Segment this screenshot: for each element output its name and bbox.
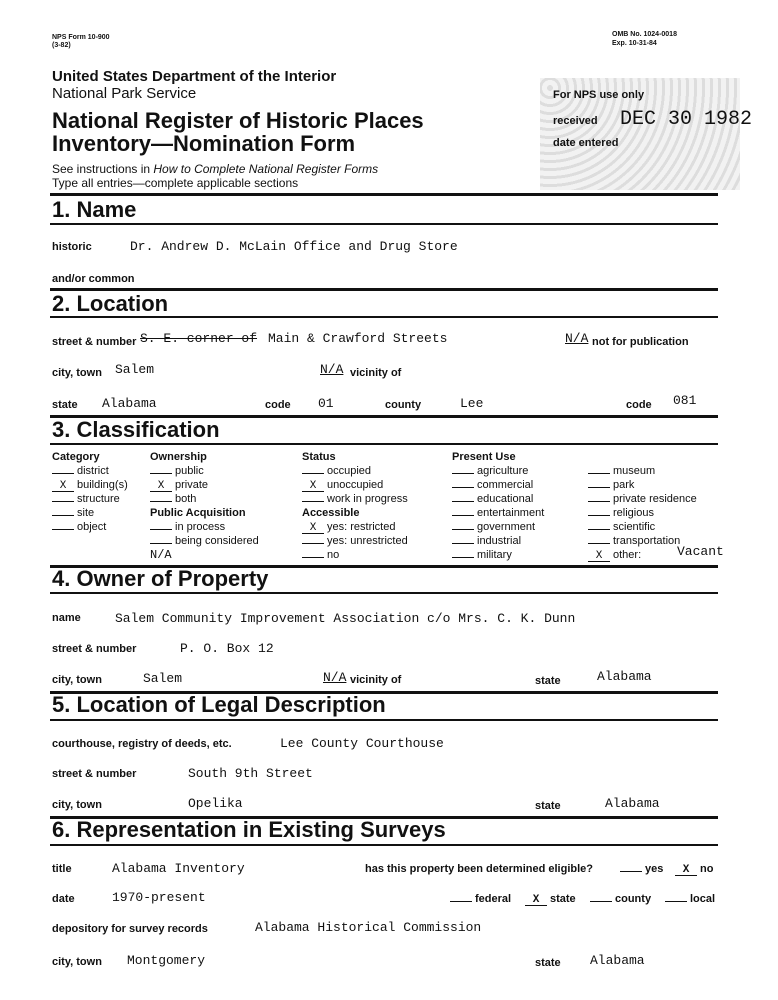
legal-street-value[interactable]: South 9th Street — [188, 766, 313, 781]
level-county[interactable]: county — [590, 893, 651, 905]
checkbox-blank[interactable]: X — [150, 481, 172, 492]
option-label: public — [175, 465, 204, 477]
checkbox-blank[interactable] — [302, 543, 324, 544]
checkbox-option[interactable] — [452, 506, 544, 520]
state-label: state — [52, 399, 78, 411]
vicinity-label: vicinity of — [350, 367, 402, 379]
option-label: industrial — [477, 535, 522, 547]
checkbox-option[interactable] — [452, 548, 544, 562]
level-state[interactable]: X state — [525, 893, 576, 906]
checkbox-option[interactable] — [52, 520, 128, 534]
legal-city-label: city, town — [52, 799, 102, 811]
option-label: transportation — [613, 535, 681, 547]
checkbox-blank[interactable]: X — [52, 481, 74, 492]
nps-title: For NPS use only — [553, 89, 645, 101]
category-column — [52, 450, 128, 534]
checkbox-blank[interactable]: X — [302, 523, 324, 534]
option-label: private residence — [613, 493, 697, 505]
instructions: See instructions in How to Complete National Register Forms — [52, 162, 379, 176]
checkbox-blank[interactable] — [452, 529, 474, 530]
county-value[interactable]: Lee — [460, 396, 484, 411]
ownership-column — [150, 450, 259, 562]
owner-state-label: state — [535, 675, 561, 687]
form-title-1: National Register of Historic Places — [52, 108, 424, 133]
checkbox-blank[interactable] — [150, 473, 172, 474]
option-label: military — [477, 549, 512, 561]
county-code-value[interactable]: 081 — [673, 393, 697, 408]
legal-state-label: state — [535, 800, 561, 812]
checkbox-option[interactable] — [52, 478, 128, 492]
option-label: park — [613, 479, 635, 491]
courthouse-label: courthouse, registry of deeds, etc. — [52, 738, 232, 750]
department: United States Department of the Interior — [52, 68, 337, 85]
owner-vicinity-label: vicinity of — [350, 674, 402, 686]
owner-city-value[interactable]: Salem — [143, 671, 183, 686]
service: National Park Service — [52, 85, 197, 102]
survey-date-value[interactable]: 1970-present — [112, 890, 206, 905]
checkbox-option[interactable] — [302, 534, 408, 548]
section-3-heading: 3. Classification — [52, 417, 220, 442]
checkbox-blank[interactable] — [588, 473, 610, 474]
street-na: N/A — [565, 331, 589, 346]
checkbox-blank[interactable] — [52, 529, 74, 530]
divider — [50, 719, 718, 721]
checkbox-blank[interactable] — [52, 501, 74, 502]
checkbox-option[interactable] — [452, 492, 544, 506]
level-federal[interactable]: federal — [450, 893, 511, 905]
checkbox-option[interactable] — [150, 478, 259, 492]
divider — [50, 316, 718, 318]
checkbox-option[interactable] — [452, 534, 544, 548]
option-label: educational — [477, 493, 534, 505]
group-title: Ownership — [150, 451, 207, 463]
option-label: agriculture — [477, 465, 529, 477]
other-use-value[interactable]: Vacant — [677, 544, 724, 559]
checkbox-blank[interactable] — [452, 515, 474, 516]
divider — [50, 443, 718, 445]
city-value[interactable]: Salem — [115, 362, 155, 377]
checkbox-option[interactable] — [150, 534, 259, 548]
checkbox-option[interactable] — [588, 478, 697, 492]
divider — [50, 223, 718, 225]
checkbox-blank[interactable] — [52, 515, 74, 516]
option-label: commercial — [477, 479, 534, 491]
checkbox-blank[interactable] — [588, 529, 610, 530]
checkbox-option[interactable] — [452, 464, 544, 478]
checkbox-blank[interactable] — [452, 501, 474, 502]
checkbox-blank[interactable] — [150, 501, 172, 502]
option-label: structure — [77, 493, 120, 505]
checkbox-option[interactable] — [588, 520, 697, 534]
checkbox-option[interactable] — [150, 464, 259, 478]
owner-city-label: city, town — [52, 674, 102, 686]
option-label: scientific — [613, 521, 656, 533]
checkbox-blank[interactable] — [588, 515, 610, 516]
option-label: district — [77, 465, 109, 477]
checkbox-option[interactable] — [52, 506, 128, 520]
section-1-heading: 1. Name — [52, 197, 137, 222]
received-stamp: DEC 30 1982 — [620, 108, 753, 131]
checkbox-blank[interactable]: X — [302, 481, 324, 492]
survey-city-value[interactable]: Montgomery — [127, 953, 206, 968]
eligible-yes[interactable]: yes — [620, 863, 663, 875]
checkbox-blank[interactable] — [588, 487, 610, 488]
acquisition-note: N/A — [150, 548, 172, 562]
checkbox-blank[interactable] — [452, 543, 474, 544]
expiration: Exp. 10-31-84 — [612, 40, 657, 47]
checkbox-option[interactable] — [588, 492, 697, 506]
option-label: no — [327, 549, 340, 561]
checkbox-blank[interactable]: X — [588, 551, 610, 562]
checkbox-blank[interactable] — [150, 543, 172, 544]
option-label: yes: unrestricted — [327, 535, 408, 547]
checkbox-option[interactable] — [302, 464, 408, 478]
option-label: religious — [613, 507, 654, 519]
present-use-column — [452, 450, 544, 562]
historic-label: historic — [52, 241, 92, 253]
survey-state-value[interactable]: Alabama — [590, 953, 645, 968]
group-title: Status — [302, 451, 336, 463]
date-entered-label: date entered — [553, 137, 619, 149]
checkbox-option[interactable] — [150, 492, 259, 506]
common-label: and/or common — [52, 273, 135, 285]
option-label: site — [77, 507, 95, 519]
owner-name-label: name — [52, 612, 81, 624]
option-label: both — [175, 493, 197, 505]
vicinity-na: N/A — [320, 362, 344, 377]
street-struck: S. E. corner of — [140, 331, 258, 346]
depository-value[interactable]: Alabama Historical Commission — [255, 920, 482, 935]
survey-state-label: state — [535, 957, 561, 969]
option-label: being considered — [175, 535, 259, 547]
checkbox-option[interactable] — [452, 520, 544, 534]
checkbox-blank[interactable] — [588, 501, 610, 502]
instructions-2: Type all entries—complete applicable sections — [52, 176, 299, 190]
option-label: yes: restricted — [327, 521, 396, 533]
option-label: private — [175, 479, 209, 491]
owner-vicinity-na: N/A — [323, 670, 347, 685]
survey-city-label: city, town — [52, 956, 102, 968]
option-label: other: — [613, 549, 642, 561]
form-number: NPS Form 10-900 — [52, 34, 110, 41]
checkbox-blank[interactable] — [302, 501, 324, 502]
option-label: entertainment — [477, 507, 545, 519]
code-value[interactable]: 01 — [318, 396, 334, 411]
checkbox-blank[interactable] — [588, 543, 610, 544]
courthouse-value[interactable]: Lee County Courthouse — [280, 736, 444, 751]
county-code-label: code — [626, 399, 652, 411]
city-label: city, town — [52, 367, 102, 379]
checkbox-option[interactable] — [302, 548, 408, 562]
checkbox-option[interactable] — [588, 464, 697, 478]
code-label: code — [265, 399, 291, 411]
checkbox-option[interactable] — [52, 492, 128, 506]
county-label: county — [385, 399, 422, 411]
section-6-heading: 6. Representation in Existing Surveys — [52, 817, 446, 842]
received-label: received — [553, 115, 598, 127]
level-local[interactable]: local — [665, 893, 715, 905]
group-title: Category — [52, 451, 100, 463]
depository-label: depository for survey records — [52, 923, 208, 935]
survey-title-label: title — [52, 863, 72, 875]
divider — [50, 193, 718, 196]
owner-street-value[interactable]: P. O. Box 12 — [180, 641, 274, 656]
divider — [50, 844, 718, 846]
legal-street-label: street & number — [52, 768, 137, 780]
section-5-heading: 5. Location of Legal Description — [52, 692, 386, 717]
checkbox-option[interactable] — [302, 478, 408, 492]
option-label: government — [477, 521, 536, 533]
legal-state-value[interactable]: Alabama — [605, 796, 660, 811]
checkbox-blank[interactable] — [150, 529, 172, 530]
checkbox-blank[interactable] — [452, 487, 474, 488]
survey-title-value[interactable]: Alabama Inventory — [112, 861, 245, 876]
legal-city-value[interactable]: Opelika — [188, 796, 243, 811]
group-title: Accessible — [302, 507, 360, 519]
section-2-heading: 2. Location — [52, 291, 169, 316]
form-title-2: Inventory—Nomination Form — [52, 131, 356, 156]
option-label: unoccupied — [327, 479, 384, 491]
historic-value[interactable]: Dr. Andrew D. McLain Office and Drug Store — [130, 239, 458, 254]
option-label: object — [77, 521, 107, 533]
eligible-no[interactable]: X no — [675, 863, 713, 876]
group-title: Public Acquisition — [150, 507, 246, 519]
checkbox-blank[interactable] — [302, 557, 324, 558]
not-for-publication: not for publication — [592, 336, 689, 348]
owner-state-value[interactable]: Alabama — [597, 669, 652, 684]
checkbox-blank[interactable] — [452, 473, 474, 474]
state-value[interactable]: Alabama — [102, 396, 157, 411]
checkbox-blank[interactable] — [452, 557, 474, 558]
checkbox-option[interactable] — [452, 478, 544, 492]
survey-date-label: date — [52, 893, 75, 905]
group-title: Present Use — [452, 451, 516, 463]
street-label: street & number — [52, 336, 137, 348]
option-label: building(s) — [77, 479, 128, 491]
owner-street-label: street & number — [52, 643, 137, 655]
checkbox-option[interactable] — [302, 492, 408, 506]
divider — [50, 592, 718, 594]
option-label: work in progress — [327, 493, 408, 505]
owner-name-value[interactable]: Salem Community Improvement Association c/o Mrs. C. K. Dunn — [115, 611, 576, 626]
checkbox-blank[interactable] — [52, 473, 74, 474]
checkbox-option[interactable] — [302, 520, 408, 534]
option-label: occupied — [327, 465, 372, 477]
checkbox-blank[interactable] — [302, 473, 324, 474]
eligible-question: has this property been determined eligible? — [365, 863, 593, 875]
omb-number: OMB No. 1024-0018 — [612, 31, 677, 38]
option-label: museum — [613, 465, 656, 477]
option-label: in process — [175, 521, 226, 533]
status-column — [302, 450, 408, 562]
street-value[interactable]: Main & Crawford Streets — [268, 331, 448, 346]
section-4-heading: 4. Owner of Property — [52, 566, 269, 591]
checkbox-option[interactable] — [588, 506, 697, 520]
checkbox-option[interactable] — [150, 520, 259, 534]
form-date: (3-82) — [52, 42, 71, 49]
checkbox-option[interactable] — [52, 464, 128, 478]
